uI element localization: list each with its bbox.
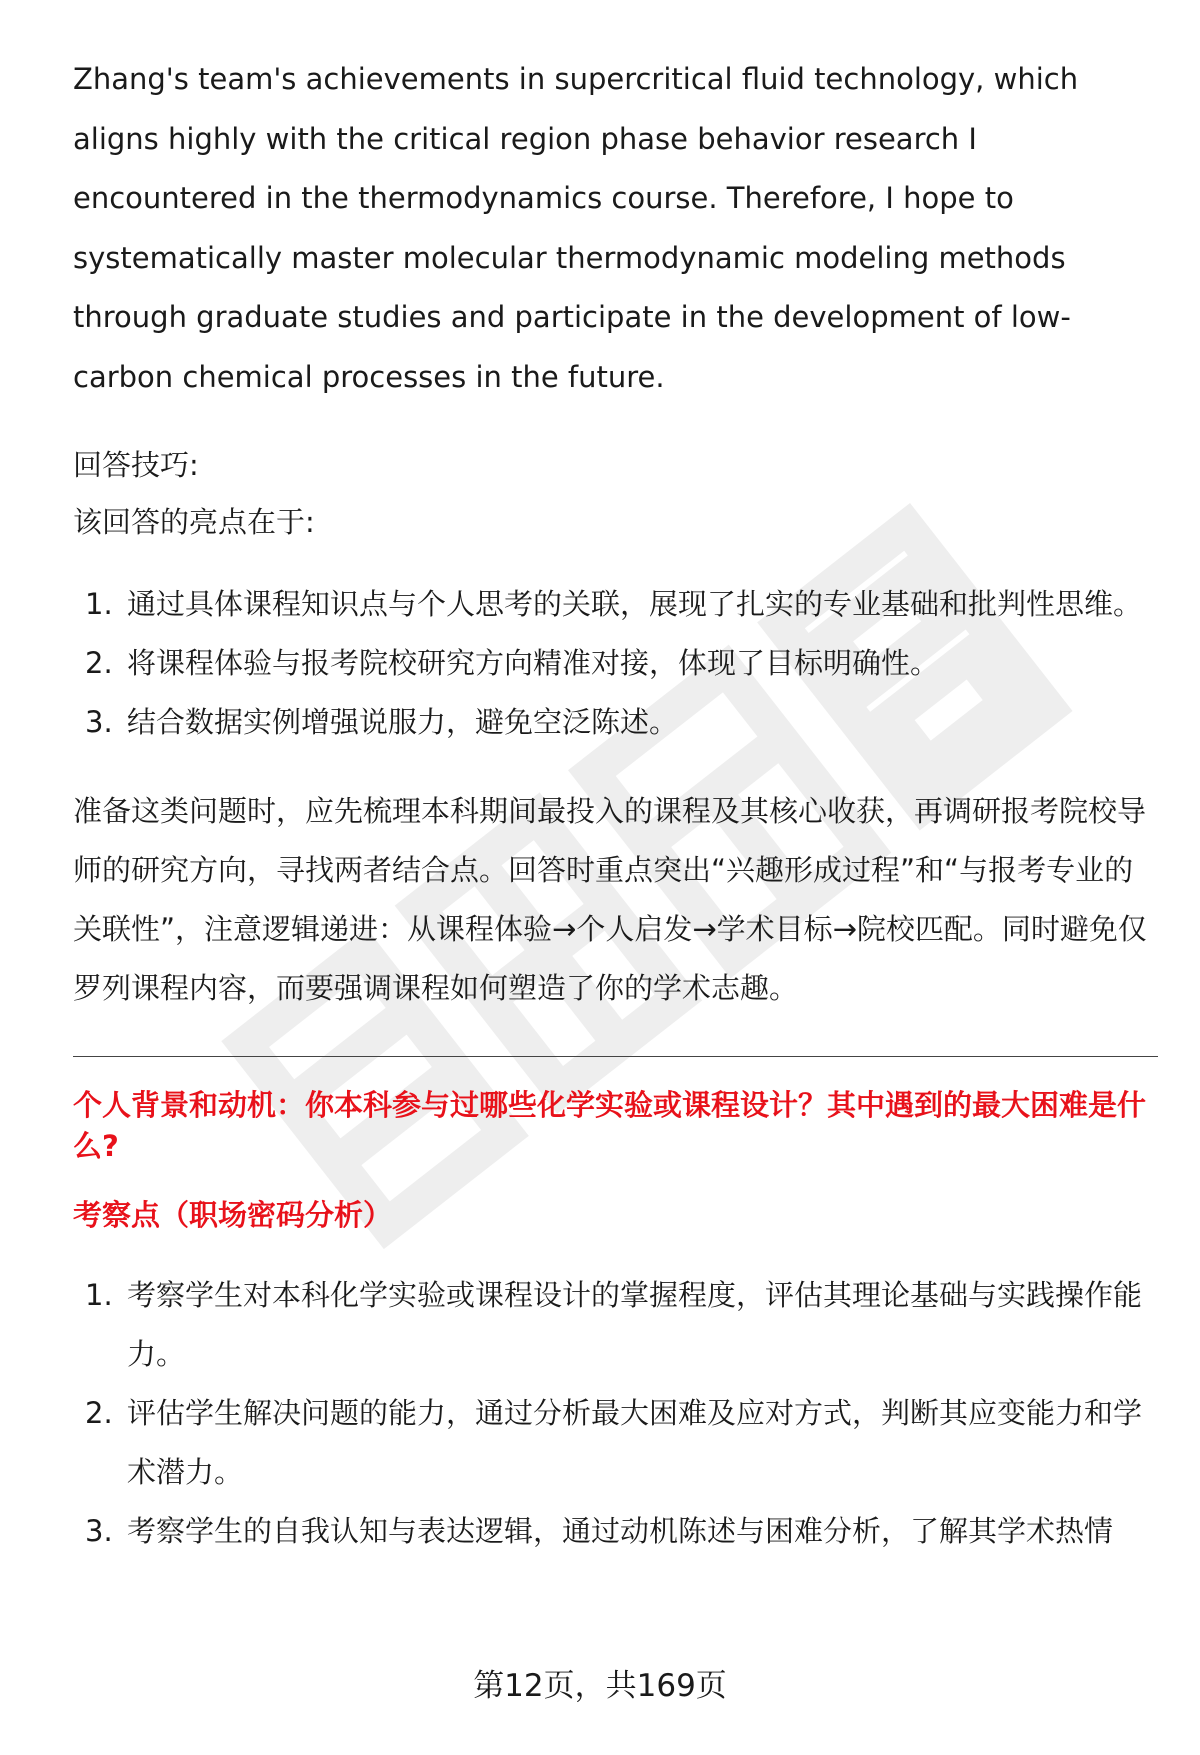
tips-label: 回答技巧: [73,448,199,482]
list-item-number: 3. [85,1514,113,1548]
list-item [73,1384,1158,1502]
highlights-label: 该回答的亮点在于: [73,505,315,539]
page-number-footer: 第12页，共169页 [473,1668,727,1704]
highlights-list [73,575,1158,752]
list-item-text: 通过具体课程知识点与个人思考的关联，展现了扎实的专业基础和批判性思维。 [127,587,1143,621]
assessment-points-list [73,1266,1158,1561]
list-item-number: 2. [85,646,113,680]
list-item-number: 3. [85,705,113,739]
list-item-text: 评估学生解决问题的能力，通过分析最大困难及应对方式，判断其应变能力和学术潜力。 [127,1396,1143,1489]
list-item [73,634,1158,693]
list-item [73,1502,1158,1561]
list-item [73,693,1158,752]
assessment-points-heading: 考察点（职场密码分析） [73,1198,393,1232]
list-item-text: 将课程体验与报考院校研究方向精准对接，体现了目标明确性。 [127,646,940,680]
list-item-text: 考察学生对本科化学实验或课程设计的掌握程度，评估其理论基础与实践操作能力。 [127,1278,1143,1371]
question-heading: 个人背景和动机：你本科参与过哪些化学实验或课程设计？其中遇到的最大困难是什么? [73,1088,1147,1163]
list-item-text: 考察学生的自我认知与表达逻辑，通过动机陈述与困难分析，了解其学术热情 [127,1514,1114,1548]
page-content [73,50,1158,1561]
list-item-text: 结合数据实例增强说服力，避免空泛陈述。 [127,705,679,739]
top-paragraph: Zhang's team's achievements in supercritical fluid technology, which aligns highly with the critical region phase behavior research I encountered in the thermodynamics course. Therefore, I hope to systematically master molecular thermodynamic modeling methods through graduate studies and participate in the development of low-carbon chemical processes in the future. [73,62,1079,394]
list-item-number: 1. [85,1278,113,1312]
list-item-number: 1. [85,587,113,621]
list-item [73,1266,1158,1384]
list-item [73,575,1158,634]
list-item-number: 2. [85,1396,113,1430]
preparation-paragraph: 准备这类问题时，应先梳理本科期间最投入的课程及其核心收获，再调研报考院校导师的研究方向，寻找两者结合点。回答时重点突出“兴趣形成过程”和“与报考专业的关联性”，注意逻辑递进：从课程体验→个人启发→学术目标→院校匹配。同时避免仅罗列课程内容，而要强调课程如何塑造了你的学术志趣。 [73,794,1147,1005]
